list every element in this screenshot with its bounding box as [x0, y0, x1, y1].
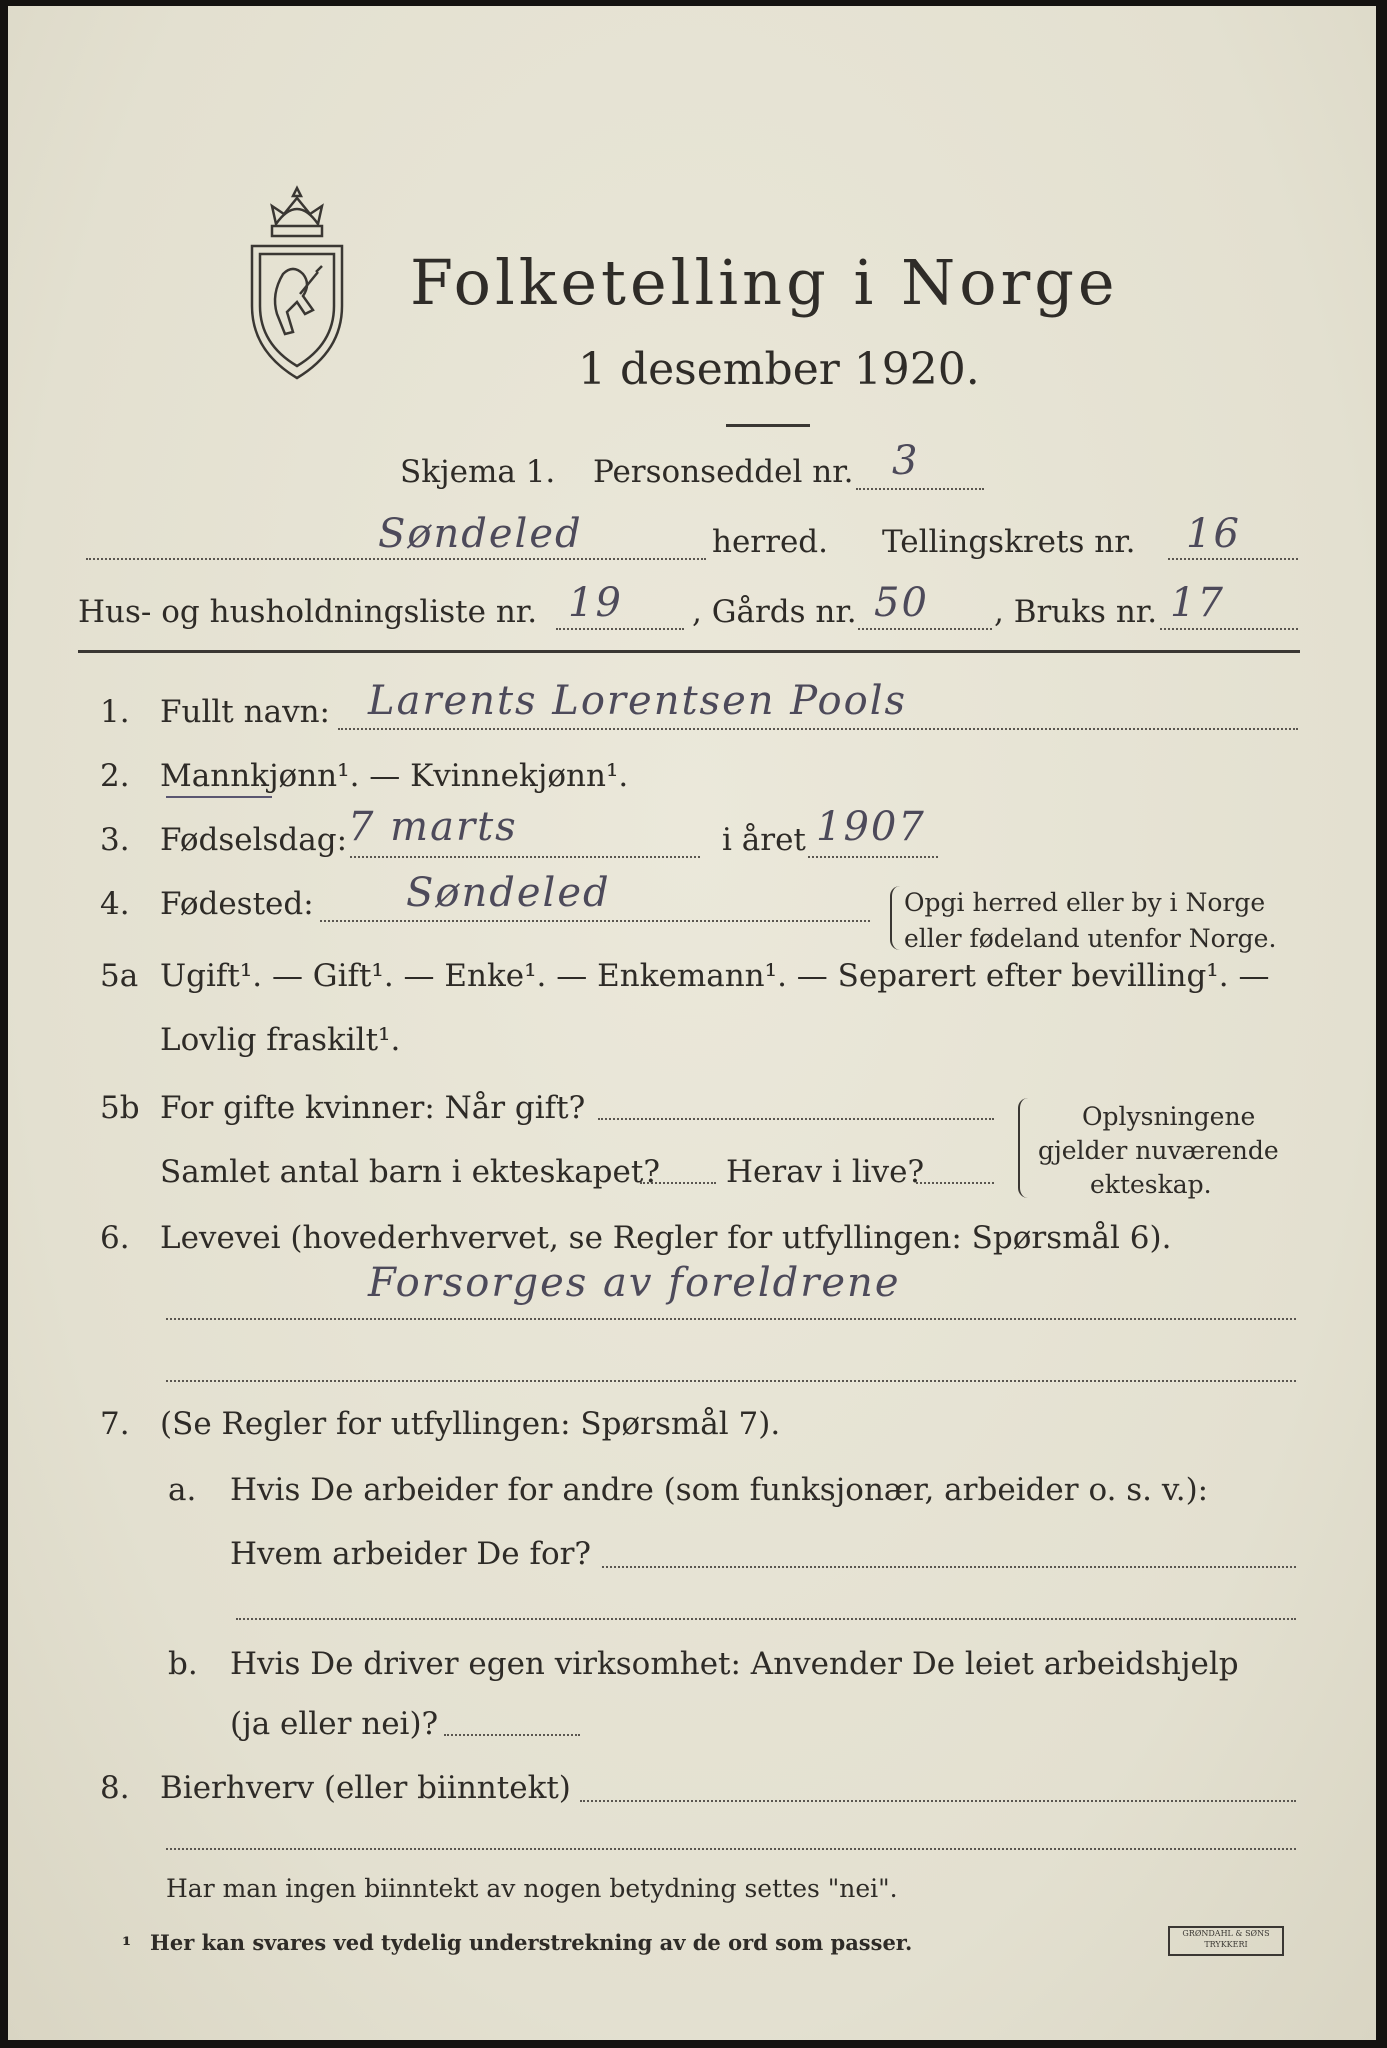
- marital-status-options: Ugift¹. — Gift¹. — Enke¹. — Enkemann¹. — Separert efter bevilling¹. —: [160, 958, 1270, 994]
- marriage-note-line1: Oplysningene: [1082, 1102, 1256, 1131]
- hus-value[interactable]: 19: [568, 580, 623, 626]
- employer-line: [602, 1566, 1296, 1568]
- q7a-letter: a.: [168, 1472, 197, 1508]
- personseddel-label: Personseddel nr.: [593, 454, 854, 490]
- q7-label: (Se Regler for utfyllingen: Spørsmål 7).: [160, 1406, 781, 1442]
- occupation-value[interactable]: Forsorges av foreldrene: [368, 1260, 901, 1306]
- q1-label: Fullt navn:: [160, 694, 330, 730]
- bruks-label: , Bruks nr.: [994, 594, 1158, 630]
- tellingskrets-value[interactable]: 16: [1186, 511, 1241, 557]
- gender-underline: [166, 796, 272, 798]
- birthplace-note-brace: [890, 886, 900, 950]
- employer-line2: [236, 1618, 1296, 1620]
- children-total-label: Samlet antal barn i ekteskapet?: [160, 1154, 660, 1190]
- marriage-note-line2: gjelder nuværende: [1038, 1136, 1279, 1165]
- gards-value[interactable]: 50: [874, 580, 929, 626]
- bruks-value[interactable]: 17: [1170, 580, 1225, 626]
- children-total-line: [640, 1182, 716, 1184]
- gender-options: Mannkjønn¹. — Kvinnekjønn¹.: [160, 758, 629, 794]
- q4-label: Fødested:: [160, 886, 314, 922]
- herred-value[interactable]: Søndeled: [378, 511, 583, 557]
- title-divider: [726, 424, 810, 427]
- q4-number: 4.: [100, 886, 130, 922]
- married-when-line: [598, 1118, 994, 1120]
- side-income-note: Har man ingen biinntekt av nogen betydning settes "nei".: [166, 1874, 898, 1903]
- occupation-line2: [166, 1380, 1296, 1382]
- skjema-label: Skjema 1.: [400, 454, 556, 490]
- birthplace-note-line2: eller fødeland utenfor Norge.: [904, 924, 1277, 953]
- herred-line: [86, 558, 706, 560]
- personseddel-value[interactable]: 3: [892, 438, 920, 484]
- birth-year-value[interactable]: 1907: [816, 804, 926, 850]
- printer-stamp: GRØNDAHL & SØNS TRYKKERI: [1168, 1926, 1284, 1956]
- side-income-line2: [166, 1848, 1296, 1850]
- gards-line: [858, 628, 992, 630]
- occupation-line1: [166, 1318, 1296, 1320]
- footnote-mark: ¹: [122, 1932, 132, 1957]
- q7-number: 7.: [100, 1406, 130, 1442]
- q7a-line1: Hvis De arbeider for andre (som funksjonær, arbeider o. s. v.):: [230, 1472, 1209, 1508]
- personseddel-line: [856, 488, 984, 490]
- gards-label: , Gårds nr.: [692, 594, 857, 630]
- q6-number: 6.: [100, 1220, 130, 1256]
- q5a-number: 5a: [100, 958, 139, 994]
- tellingskrets-line: [1168, 558, 1298, 560]
- herred-label: herred.: [712, 524, 828, 560]
- occupation-label: Levevei (hovederhvervet, se Regler for utfyllingen: Spørsmål 6).: [160, 1220, 1172, 1256]
- q7b-line2: (ja eller nei)?: [230, 1706, 439, 1742]
- side-income-line: [580, 1800, 1296, 1802]
- q7b-line1: Hvis De driver egen virksomhet: Anvender De leiet arbeidshjelp: [230, 1646, 1239, 1682]
- census-date: 1 desember 1920.: [578, 344, 980, 395]
- q1-number: 1.: [100, 694, 130, 730]
- children-alive-line: [916, 1182, 994, 1184]
- q8-number: 8.: [100, 1770, 130, 1806]
- birthplace-line: [320, 920, 870, 922]
- full-name-value[interactable]: Larents Lorentsen Pools: [368, 678, 908, 724]
- q1-line: [338, 728, 1298, 730]
- q7b-letter: b.: [168, 1646, 198, 1682]
- q3-number: 3.: [100, 822, 130, 858]
- year-line: [808, 856, 938, 858]
- marriage-note-brace: [1018, 1098, 1028, 1198]
- married-when-label: For gifte kvinner: Når gift?: [160, 1090, 586, 1126]
- q2-number: 2.: [100, 758, 130, 794]
- birthplace-note-line1: Opgi herred eller by i Norge: [904, 888, 1266, 917]
- header-divider: [78, 650, 1300, 653]
- marital-status-options-cont: Lovlig fraskilt¹.: [160, 1022, 401, 1058]
- children-alive-label: Herav i live?: [726, 1154, 925, 1190]
- norwegian-coat-of-arms-icon: [238, 184, 356, 384]
- hired-help-line: [444, 1734, 580, 1736]
- form-title: Folketelling i Norge: [410, 246, 1119, 319]
- birthday-line: [350, 856, 700, 858]
- year-label: i året: [722, 822, 806, 858]
- birthday-value[interactable]: 7 marts: [348, 804, 518, 850]
- hus-label: Hus- og husholdningsliste nr.: [78, 594, 538, 630]
- hus-line: [556, 628, 684, 630]
- marriage-note-line3: ekteskap.: [1090, 1170, 1212, 1199]
- birthplace-value[interactable]: Søndeled: [406, 870, 611, 916]
- bruks-line: [1160, 628, 1298, 630]
- q7a-line2: Hvem arbeider De for?: [230, 1536, 592, 1572]
- side-income-label: Bierhverv (eller biinntekt): [160, 1770, 571, 1806]
- q5b-number: 5b: [100, 1090, 140, 1126]
- tellingskrets-label: Tellingskrets nr.: [882, 524, 1136, 560]
- q3-label: Fødselsdag:: [160, 822, 348, 858]
- footnote-text: Her kan svares ved tydelig understrekning av de ord som passer.: [150, 1930, 913, 1955]
- census-form-sheet: [8, 6, 1376, 2040]
